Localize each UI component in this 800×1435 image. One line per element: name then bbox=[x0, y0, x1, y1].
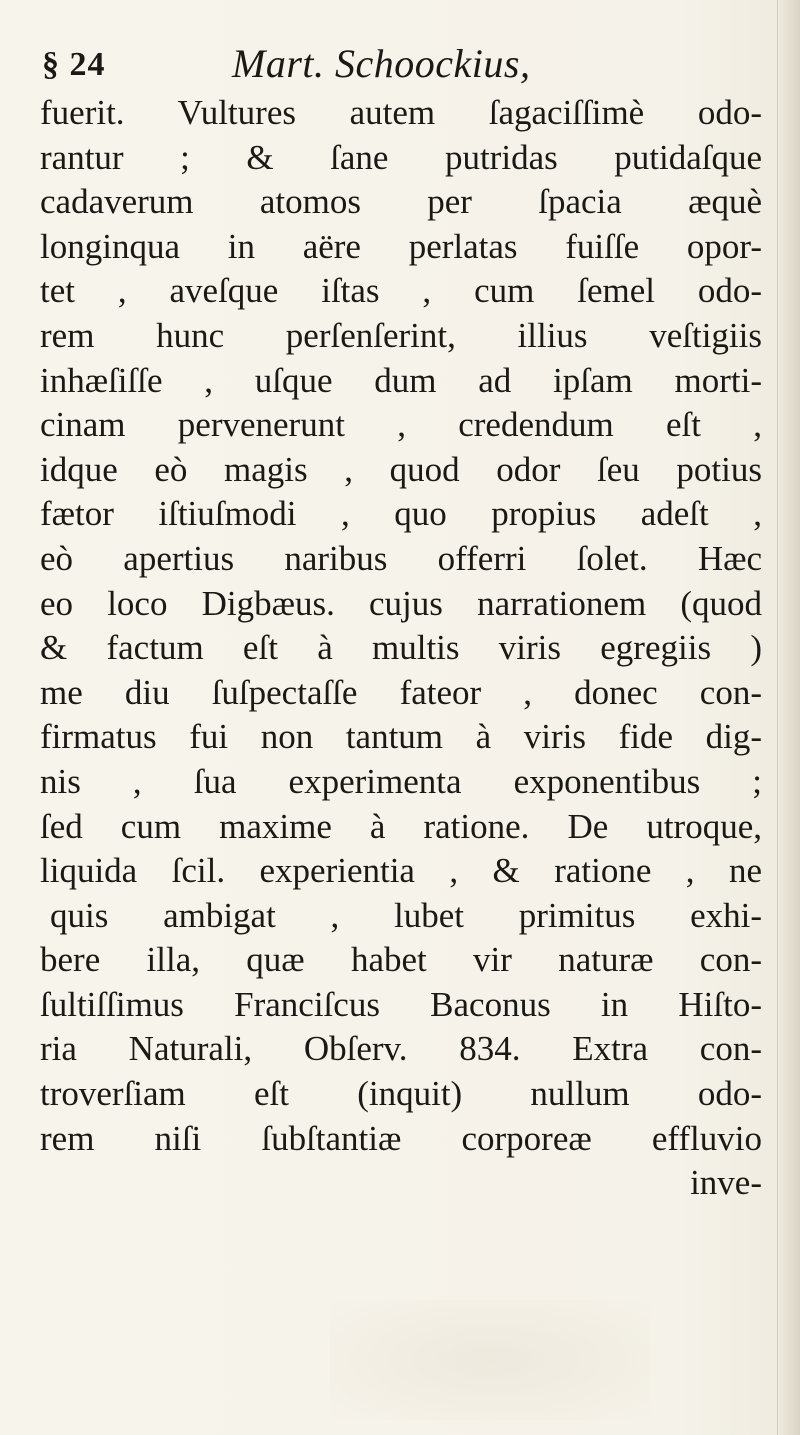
running-head: Mart. Schoockius, bbox=[232, 41, 531, 86]
page-number: § 24 bbox=[42, 46, 106, 83]
paper-stain bbox=[330, 1300, 650, 1420]
text-line-6: rem hunc perſenſerint, illius veſtigiis bbox=[40, 315, 762, 355]
text-line-8: cinam pervenerunt , credendum eſt , bbox=[40, 405, 762, 445]
text-line-23: troverſiam eſt (inquit) nullum odo- bbox=[40, 1074, 762, 1114]
text-line-7: inhæſiſſe , uſque dum ad ipſam morti- bbox=[40, 360, 762, 400]
text-line-10: fætor iſtiuſmodi , quo propius adeſt , bbox=[40, 494, 762, 534]
page-header bbox=[42, 40, 742, 90]
text-line-3: cadaverum atomos per ſpacia æquè bbox=[40, 182, 762, 222]
text-line-24: rem niſi ſubſtantiæ corporeæ effluvio bbox=[40, 1118, 762, 1158]
text-line-22: ria Naturali, Obſerv. 834. Extra con- bbox=[40, 1029, 762, 1069]
text-line-2: rantur ; & ſane putridas putidaſque bbox=[40, 137, 762, 177]
text-line-21: ſultiſſimus Franciſcus Baconus in Hiſto- bbox=[40, 984, 762, 1024]
catchword: inve- bbox=[690, 1163, 762, 1203]
text-line-14: me diu ſuſpectaſſe fateor , donec con- bbox=[40, 672, 762, 712]
text-line-13: & factum eſt à multis viris egregiis ) bbox=[40, 628, 762, 668]
text-line-1: fuerit. Vultures autem ſagaciſſimè odo- bbox=[40, 93, 762, 132]
text-line-9: idque eò magis , quod odor ſeu potius bbox=[40, 449, 762, 489]
page-gutter bbox=[777, 0, 800, 1435]
text-line-18: liquida ſcil. experientia , & ratione , ne bbox=[40, 851, 762, 891]
text-line-4: longinqua in aëre perlatas fuiſſe opor- bbox=[40, 226, 762, 266]
text-line-16: nis , ſua experimenta exponentibus ; bbox=[40, 761, 762, 801]
text-line-17: ſed cum maxime à ratione. De utroque, bbox=[40, 806, 762, 846]
text-line-19: quis ambigat , lubet primitus exhi- bbox=[50, 895, 762, 935]
text-line-15: firmatus fui non tantum à viris fide dig- bbox=[40, 717, 762, 757]
body-text bbox=[40, 91, 762, 1206]
text-line-20: bere illa, quæ habet vir naturæ con- bbox=[40, 940, 762, 980]
text-line-5: tet , aveſque iſtas , cum ſemel odo- bbox=[40, 271, 762, 311]
text-line-12: eo loco Digbæus. cujus narrationem (quod bbox=[40, 583, 762, 623]
text-line-11: eò apertius naribus offerri ſolet. Hæc bbox=[40, 538, 762, 578]
